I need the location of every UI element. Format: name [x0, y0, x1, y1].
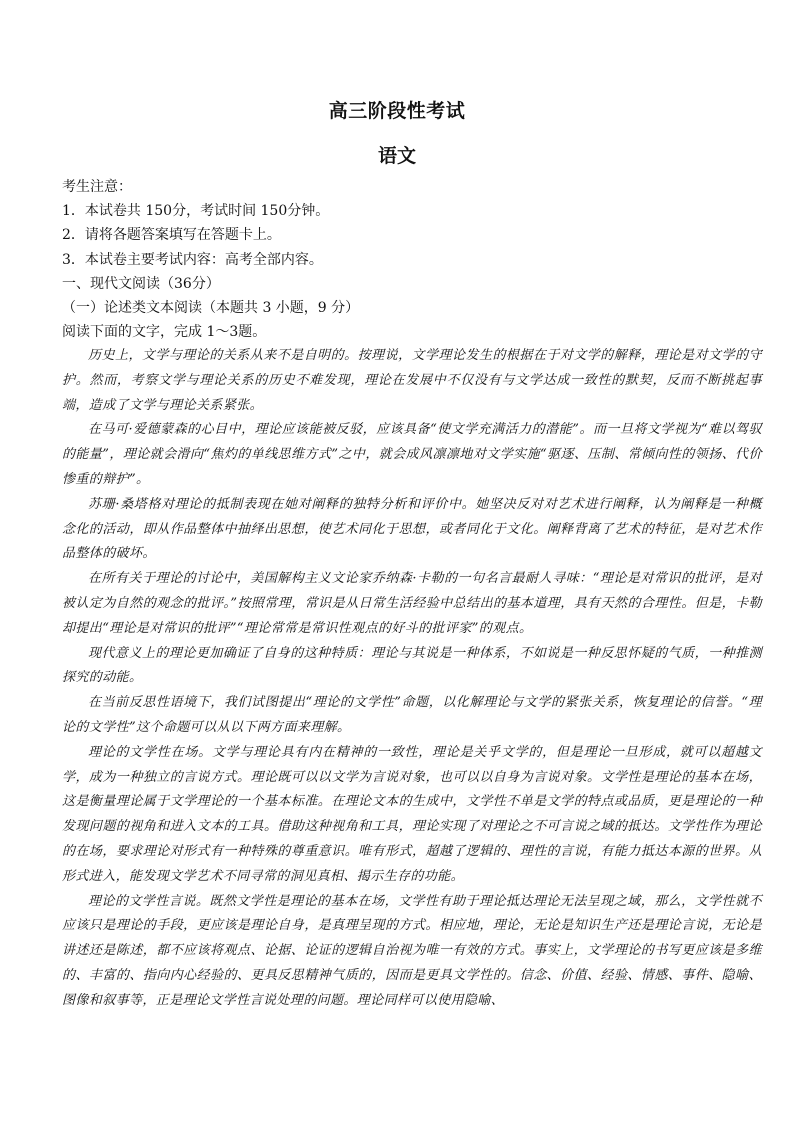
note-item: 2．请将各题答案填写在答题卡上。	[62, 227, 281, 244]
passage-paragraph: 理论的文学性言说。既然文学性是理论的基本在场，文学性有助于理论抵达理论无法呈现之域，那么，文学性就不应该只是理论的手段，更应该是理论自身，是真理呈现的方式。相应地，理论，无论是知识生产还是理论言说，无论是讲述还是陈述，都不应该将观点、论据、论证的逻辑自治视为唯一有效的方式。事实上，文学理论的书写更应该是多维的、丰富的、指向内心经验的、更具反思精神气质的，因而是更具文学性的。信念、价值、经验、情感、事件、隐喻、图像和叙事等，正是理论文学性言说处理的问题。理论同样可以使用隐喻、	[62, 893, 762, 1008]
subject-title: 语文	[377, 145, 416, 167]
passage-paragraph: 在当前反思性语境下，我们试图提出“理论的文学性”命题，以化解理论与文学的紧张关系，恢复理论的信誉。“理论的文学性”这个命题可以从以下两方面来理解。	[62, 695, 762, 735]
subsection-heading: （一）论述类文本阅读（本题共 3 小题，9 分）	[62, 300, 360, 317]
passage-paragraph: 历史上，文学与理论的关系从来不是自明的。按理说，文学理论发生的根据在于对文学的解释，理论是对文学的守护。然而，考察文学与理论关系的历史不难发现，理论在发展中不仅没有与文学达成一致性的默契，反而不断挑起事端，造成了文学与理论关系紧张。	[62, 348, 762, 413]
reading-passage	[62, 344, 762, 1014]
passage-paragraph: 在马可·爱德蒙森的心目中，理论应该能被反驳，应该具备“使文学充满活力的潜能”。而一旦将文学视为“难以驾驭的能量”，理论就会滑向“焦灼的单线思维方式”之中，就会成风凛凛地对文学实施“驱逐、压制、常倾向性的领扬、代价惨重的辩护”。	[62, 422, 762, 487]
reading-instruction: 阅读下面的文字，完成 1～3题。	[62, 324, 267, 341]
passage-paragraph: 苏珊·桑塔格对理论的抵制表现在她对阐释的独特分析和评价中。她坚决反对对艺术进行阐释，认为阐释是一种概念化的活动，即从作品整体中抽绎出思想，使艺术同化于思想，或者同化于文化。阐释背离了艺术的特征，是对艺术作品整体的破坏。	[62, 496, 762, 562]
passage-paragraph: 在所有关于理论的讨论中，美国解构主义文论家乔纳森·卡勒的一句名言最耐人寻味：“理论是对常识的批评，是对被认定为自然的观念的批评。”按照常理，常识是从日常生活经验中总结出的基本道理，具有天然的合理性。但是，卡勒却提出“理论是对常识的批评”“理论常常是常识性观点的好斗的批评家”的观点。	[62, 571, 762, 636]
passage-paragraph: 理论的文学性在场。文学与理论具有内在精神的一致性，理论是关乎文学的，但是理论一旦形成，就可以超越文学，成为一种独立的言说方式。理论既可以以文学为言说对象，也可以以自身为言说对象。文学性是理论的基本在场，这是衡量理论属于文学理论的一个基本标准。在理论文本的生成中，文学性不单是文学的特点或品质，更是理论的一种发现问题的视角和进入文本的工具。借助这种视角和工具，理论实现了对理论之不可言说之域的抵达。文学性作为理论的在场，要求理论对形式有一种特殊的尊重意识。唯有形式，超越了逻辑的、理性的言说，有能力抵达本源的世界。从形式进入，能发现文学艺术不同寻常的洞见真相、揭示生存的功能。	[62, 744, 762, 884]
note-item: 1．本试卷共 150分，考试时间 150分钟。	[62, 203, 330, 220]
exam-title: 高三阶段性考试	[328, 100, 466, 122]
passage-paragraph: 现代意义上的理论更加确证了自身的这种特质：理论与其说是一种体系，不如说是一种反思怀疑的气质，一种推测探究的动能。	[62, 645, 762, 686]
note-item: 3．本试卷主要考试内容：高考全部内容。	[62, 251, 323, 268]
exam-notes	[62, 175, 762, 344]
notes-heading: 考生注意：	[62, 179, 132, 195]
section-heading: 一、现代文阅读（36分）	[62, 275, 220, 292]
